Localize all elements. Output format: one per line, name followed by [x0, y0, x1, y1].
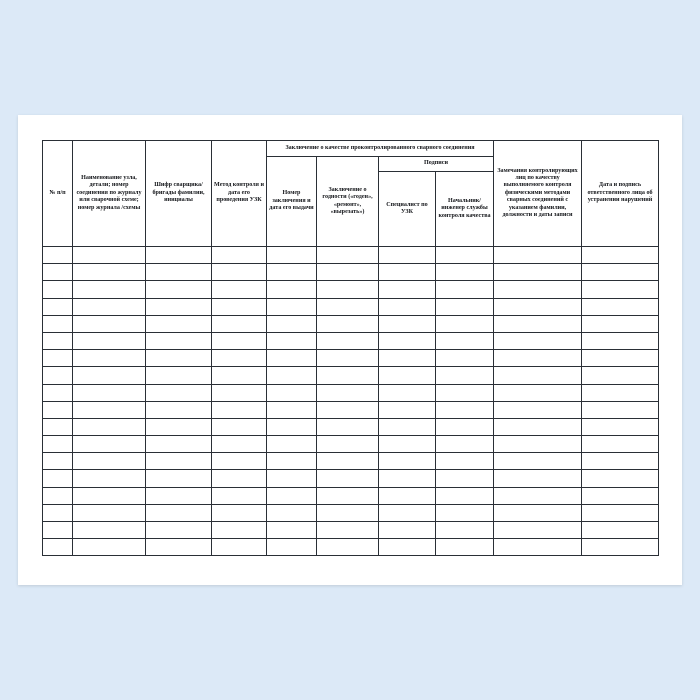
- table-row: [43, 470, 659, 487]
- table-cell[interactable]: [494, 264, 582, 281]
- table-cell[interactable]: [379, 281, 436, 298]
- table-row: [43, 281, 659, 298]
- table-cell[interactable]: [146, 436, 212, 453]
- table-cell[interactable]: [43, 522, 73, 539]
- table-cell[interactable]: [436, 281, 494, 298]
- table-row: [43, 247, 659, 264]
- table-cell[interactable]: [379, 384, 436, 401]
- table-row: [43, 264, 659, 281]
- table-cell[interactable]: [582, 247, 659, 264]
- table-cell[interactable]: [73, 522, 146, 539]
- table-cell[interactable]: [146, 350, 212, 367]
- table-cell[interactable]: [317, 350, 379, 367]
- table-row: [43, 522, 659, 539]
- table-cell[interactable]: [267, 247, 317, 264]
- table-cell[interactable]: [212, 350, 267, 367]
- table-cell[interactable]: [582, 470, 659, 487]
- col-header-conclusion-group: Заключение о качестве проконтролированного сварного соединения: [267, 141, 494, 157]
- table-cell[interactable]: [582, 504, 659, 521]
- table-cell[interactable]: [73, 332, 146, 349]
- table-cell[interactable]: [146, 487, 212, 504]
- table-row: [43, 453, 659, 470]
- table-cell[interactable]: [73, 487, 146, 504]
- table-cell[interactable]: [73, 539, 146, 556]
- table-cell[interactable]: [317, 539, 379, 556]
- table-cell[interactable]: [212, 367, 267, 384]
- table-cell[interactable]: [212, 436, 267, 453]
- col-header-conclusion-verdict: Заключение о годности («годен», «ремонт», «вырезать»): [317, 157, 379, 247]
- table-cell[interactable]: [379, 539, 436, 556]
- table-cell[interactable]: [267, 504, 317, 521]
- table-cell[interactable]: [267, 436, 317, 453]
- table-cell[interactable]: [43, 367, 73, 384]
- table-cell[interactable]: [582, 315, 659, 332]
- table-cell[interactable]: [212, 315, 267, 332]
- table-row: [43, 401, 659, 418]
- table-cell[interactable]: [494, 504, 582, 521]
- table-cell[interactable]: [436, 522, 494, 539]
- table-cell[interactable]: [267, 367, 317, 384]
- table-cell[interactable]: [43, 298, 73, 315]
- table-cell[interactable]: [436, 453, 494, 470]
- table-cell[interactable]: [267, 298, 317, 315]
- table-row: [43, 436, 659, 453]
- table-cell[interactable]: [146, 367, 212, 384]
- table-cell[interactable]: [436, 418, 494, 435]
- table-cell[interactable]: [379, 401, 436, 418]
- table-cell[interactable]: [494, 247, 582, 264]
- col-header-remarks: Замечания контролирующих лиц по качеству выполняемого контроля физическими методами сварных соединений с указанием фамилии, должности и даты записи: [494, 141, 582, 247]
- table-cell[interactable]: [267, 470, 317, 487]
- table-cell[interactable]: [317, 487, 379, 504]
- table-cell[interactable]: [212, 418, 267, 435]
- table-cell[interactable]: [73, 315, 146, 332]
- table-cell[interactable]: [379, 504, 436, 521]
- table-cell[interactable]: [494, 539, 582, 556]
- table-cell[interactable]: [267, 401, 317, 418]
- table-cell[interactable]: [379, 367, 436, 384]
- table-cell[interactable]: [73, 281, 146, 298]
- table-cell[interactable]: [436, 367, 494, 384]
- table-cell[interactable]: [494, 487, 582, 504]
- table-cell[interactable]: [317, 504, 379, 521]
- table-cell[interactable]: [267, 522, 317, 539]
- table-cell[interactable]: [73, 470, 146, 487]
- table-cell[interactable]: [43, 401, 73, 418]
- table-cell[interactable]: [317, 247, 379, 264]
- table-cell[interactable]: [379, 332, 436, 349]
- table-cell[interactable]: [267, 418, 317, 435]
- col-header-responsible: Дата и подпись ответственного лица об устранении нарушений: [582, 141, 659, 247]
- table-cell[interactable]: [379, 247, 436, 264]
- table-cell[interactable]: [43, 264, 73, 281]
- table-cell[interactable]: [267, 264, 317, 281]
- col-header-signatures-group: Подписи: [379, 157, 494, 172]
- table-cell[interactable]: [379, 298, 436, 315]
- table-cell[interactable]: [43, 418, 73, 435]
- table-row: [43, 332, 659, 349]
- table-cell[interactable]: [43, 436, 73, 453]
- table-cell[interactable]: [494, 367, 582, 384]
- table-cell[interactable]: [317, 418, 379, 435]
- table-cell[interactable]: [582, 367, 659, 384]
- table-cell[interactable]: [146, 281, 212, 298]
- table-cell[interactable]: [212, 522, 267, 539]
- table-cell[interactable]: [494, 350, 582, 367]
- table-cell[interactable]: [436, 350, 494, 367]
- table-cell[interactable]: [379, 522, 436, 539]
- table-cell[interactable]: [494, 315, 582, 332]
- table-row: [43, 350, 659, 367]
- table-cell[interactable]: [212, 332, 267, 349]
- table-cell[interactable]: [146, 247, 212, 264]
- table-cell[interactable]: [146, 522, 212, 539]
- col-header-welder: Шифр сварщика/бригады фамилии, инициалы: [146, 141, 212, 247]
- col-header-conclusion-number: Номер заключения и дата его выдачи: [267, 157, 317, 247]
- table-cell[interactable]: [494, 332, 582, 349]
- table-cell[interactable]: [582, 332, 659, 349]
- col-header-signature-chief: Начальник/ инженер службы контроля качества: [436, 172, 494, 247]
- table-header: [43, 141, 659, 247]
- table-cell[interactable]: [582, 384, 659, 401]
- table-cell[interactable]: [436, 487, 494, 504]
- table-cell[interactable]: [582, 281, 659, 298]
- journal-table-container: [42, 140, 658, 556]
- table-cell[interactable]: [317, 281, 379, 298]
- table-row: [43, 418, 659, 435]
- table-cell[interactable]: [317, 315, 379, 332]
- table-cell[interactable]: [436, 401, 494, 418]
- table-cell[interactable]: [43, 315, 73, 332]
- table-cell[interactable]: [582, 539, 659, 556]
- table-cell[interactable]: [212, 247, 267, 264]
- journal-table: [42, 140, 659, 556]
- table-cell[interactable]: [317, 401, 379, 418]
- table-cell[interactable]: [43, 247, 73, 264]
- table-cell[interactable]: [582, 453, 659, 470]
- table-cell[interactable]: [212, 453, 267, 470]
- table-cell[interactable]: [212, 298, 267, 315]
- table-cell[interactable]: [582, 522, 659, 539]
- table-cell[interactable]: [317, 264, 379, 281]
- table-cell[interactable]: [436, 264, 494, 281]
- table-cell[interactable]: [494, 418, 582, 435]
- table-cell[interactable]: [146, 539, 212, 556]
- table-cell[interactable]: [212, 504, 267, 521]
- table-cell[interactable]: [494, 453, 582, 470]
- table-cell[interactable]: [267, 539, 317, 556]
- table-cell[interactable]: [436, 247, 494, 264]
- col-header-num: № п/п: [43, 141, 73, 247]
- table-cell[interactable]: [582, 487, 659, 504]
- table-cell[interactable]: [73, 264, 146, 281]
- table-cell[interactable]: [73, 298, 146, 315]
- table-cell[interactable]: [43, 504, 73, 521]
- table-cell[interactable]: [43, 384, 73, 401]
- col-header-signature-specialist: Специалист по УЗК: [379, 172, 436, 247]
- table-row: [43, 487, 659, 504]
- table-cell[interactable]: [267, 384, 317, 401]
- table-cell[interactable]: [436, 504, 494, 521]
- table-cell[interactable]: [212, 281, 267, 298]
- table-cell[interactable]: [73, 384, 146, 401]
- table-cell[interactable]: [494, 281, 582, 298]
- col-header-assembly: Наименование узла, детали; номер соединения по журналу или сварочной схеме; номер журнала /схемы: [73, 141, 146, 247]
- table-cell[interactable]: [212, 487, 267, 504]
- table-cell[interactable]: [73, 418, 146, 435]
- table-cell[interactable]: [494, 470, 582, 487]
- table-cell[interactable]: [43, 487, 73, 504]
- table-cell[interactable]: [212, 470, 267, 487]
- table-cell[interactable]: [582, 350, 659, 367]
- table-cell[interactable]: [317, 470, 379, 487]
- table-cell[interactable]: [212, 539, 267, 556]
- col-header-method: Метод контроля и дата его проведения УЗК: [212, 141, 267, 247]
- table-cell[interactable]: [146, 401, 212, 418]
- table-cell[interactable]: [267, 453, 317, 470]
- table-cell[interactable]: [146, 298, 212, 315]
- header-row-1: [43, 141, 659, 157]
- table-cell[interactable]: [494, 401, 582, 418]
- table-row: [43, 315, 659, 332]
- table-cell[interactable]: [43, 332, 73, 349]
- table-body: [43, 247, 659, 556]
- table-cell[interactable]: [267, 487, 317, 504]
- table-cell[interactable]: [267, 281, 317, 298]
- table-cell[interactable]: [436, 332, 494, 349]
- table-cell[interactable]: [379, 470, 436, 487]
- table-cell[interactable]: [379, 315, 436, 332]
- table-cell[interactable]: [267, 315, 317, 332]
- table-cell[interactable]: [73, 504, 146, 521]
- table-cell[interactable]: [43, 453, 73, 470]
- table-cell[interactable]: [379, 487, 436, 504]
- table-cell[interactable]: [212, 384, 267, 401]
- table-row: [43, 539, 659, 556]
- table-cell[interactable]: [146, 315, 212, 332]
- table-cell[interactable]: [317, 522, 379, 539]
- table-cell[interactable]: [436, 315, 494, 332]
- table-cell[interactable]: [146, 264, 212, 281]
- table-cell[interactable]: [146, 332, 212, 349]
- table-row: [43, 298, 659, 315]
- table-cell[interactable]: [146, 418, 212, 435]
- table-cell[interactable]: [582, 401, 659, 418]
- table-row: [43, 504, 659, 521]
- table-cell[interactable]: [436, 539, 494, 556]
- table-cell[interactable]: [436, 436, 494, 453]
- table-cell[interactable]: [146, 384, 212, 401]
- table-cell[interactable]: [73, 436, 146, 453]
- table-cell[interactable]: [73, 401, 146, 418]
- table-cell[interactable]: [379, 264, 436, 281]
- table-cell[interactable]: [582, 418, 659, 435]
- table-cell[interactable]: [494, 522, 582, 539]
- table-cell[interactable]: [73, 367, 146, 384]
- table-cell[interactable]: [317, 384, 379, 401]
- table-cell[interactable]: [43, 539, 73, 556]
- table-cell[interactable]: [582, 436, 659, 453]
- table-cell[interactable]: [73, 350, 146, 367]
- table-cell[interactable]: [582, 298, 659, 315]
- table-cell[interactable]: [146, 504, 212, 521]
- table-cell[interactable]: [43, 350, 73, 367]
- table-row: [43, 384, 659, 401]
- table-cell[interactable]: [212, 264, 267, 281]
- table-cell[interactable]: [146, 470, 212, 487]
- table-cell[interactable]: [43, 470, 73, 487]
- table-cell[interactable]: [494, 298, 582, 315]
- table-cell[interactable]: [73, 247, 146, 264]
- table-cell[interactable]: [267, 350, 317, 367]
- table-cell[interactable]: [317, 453, 379, 470]
- table-cell[interactable]: [317, 332, 379, 349]
- table-cell[interactable]: [436, 298, 494, 315]
- table-cell[interactable]: [73, 453, 146, 470]
- table-cell[interactable]: [212, 401, 267, 418]
- table-cell[interactable]: [317, 367, 379, 384]
- table-cell[interactable]: [436, 470, 494, 487]
- table-cell[interactable]: [494, 436, 582, 453]
- table-cell[interactable]: [436, 384, 494, 401]
- table-cell[interactable]: [494, 384, 582, 401]
- table-cell[interactable]: [379, 436, 436, 453]
- table-cell[interactable]: [379, 418, 436, 435]
- table-cell[interactable]: [43, 281, 73, 298]
- table-row: [43, 367, 659, 384]
- table-cell[interactable]: [317, 436, 379, 453]
- document-page: [18, 115, 682, 585]
- table-cell[interactable]: [317, 298, 379, 315]
- table-cell[interactable]: [146, 453, 212, 470]
- table-cell[interactable]: [582, 264, 659, 281]
- table-cell[interactable]: [379, 453, 436, 470]
- table-cell[interactable]: [267, 332, 317, 349]
- table-cell[interactable]: [379, 350, 436, 367]
